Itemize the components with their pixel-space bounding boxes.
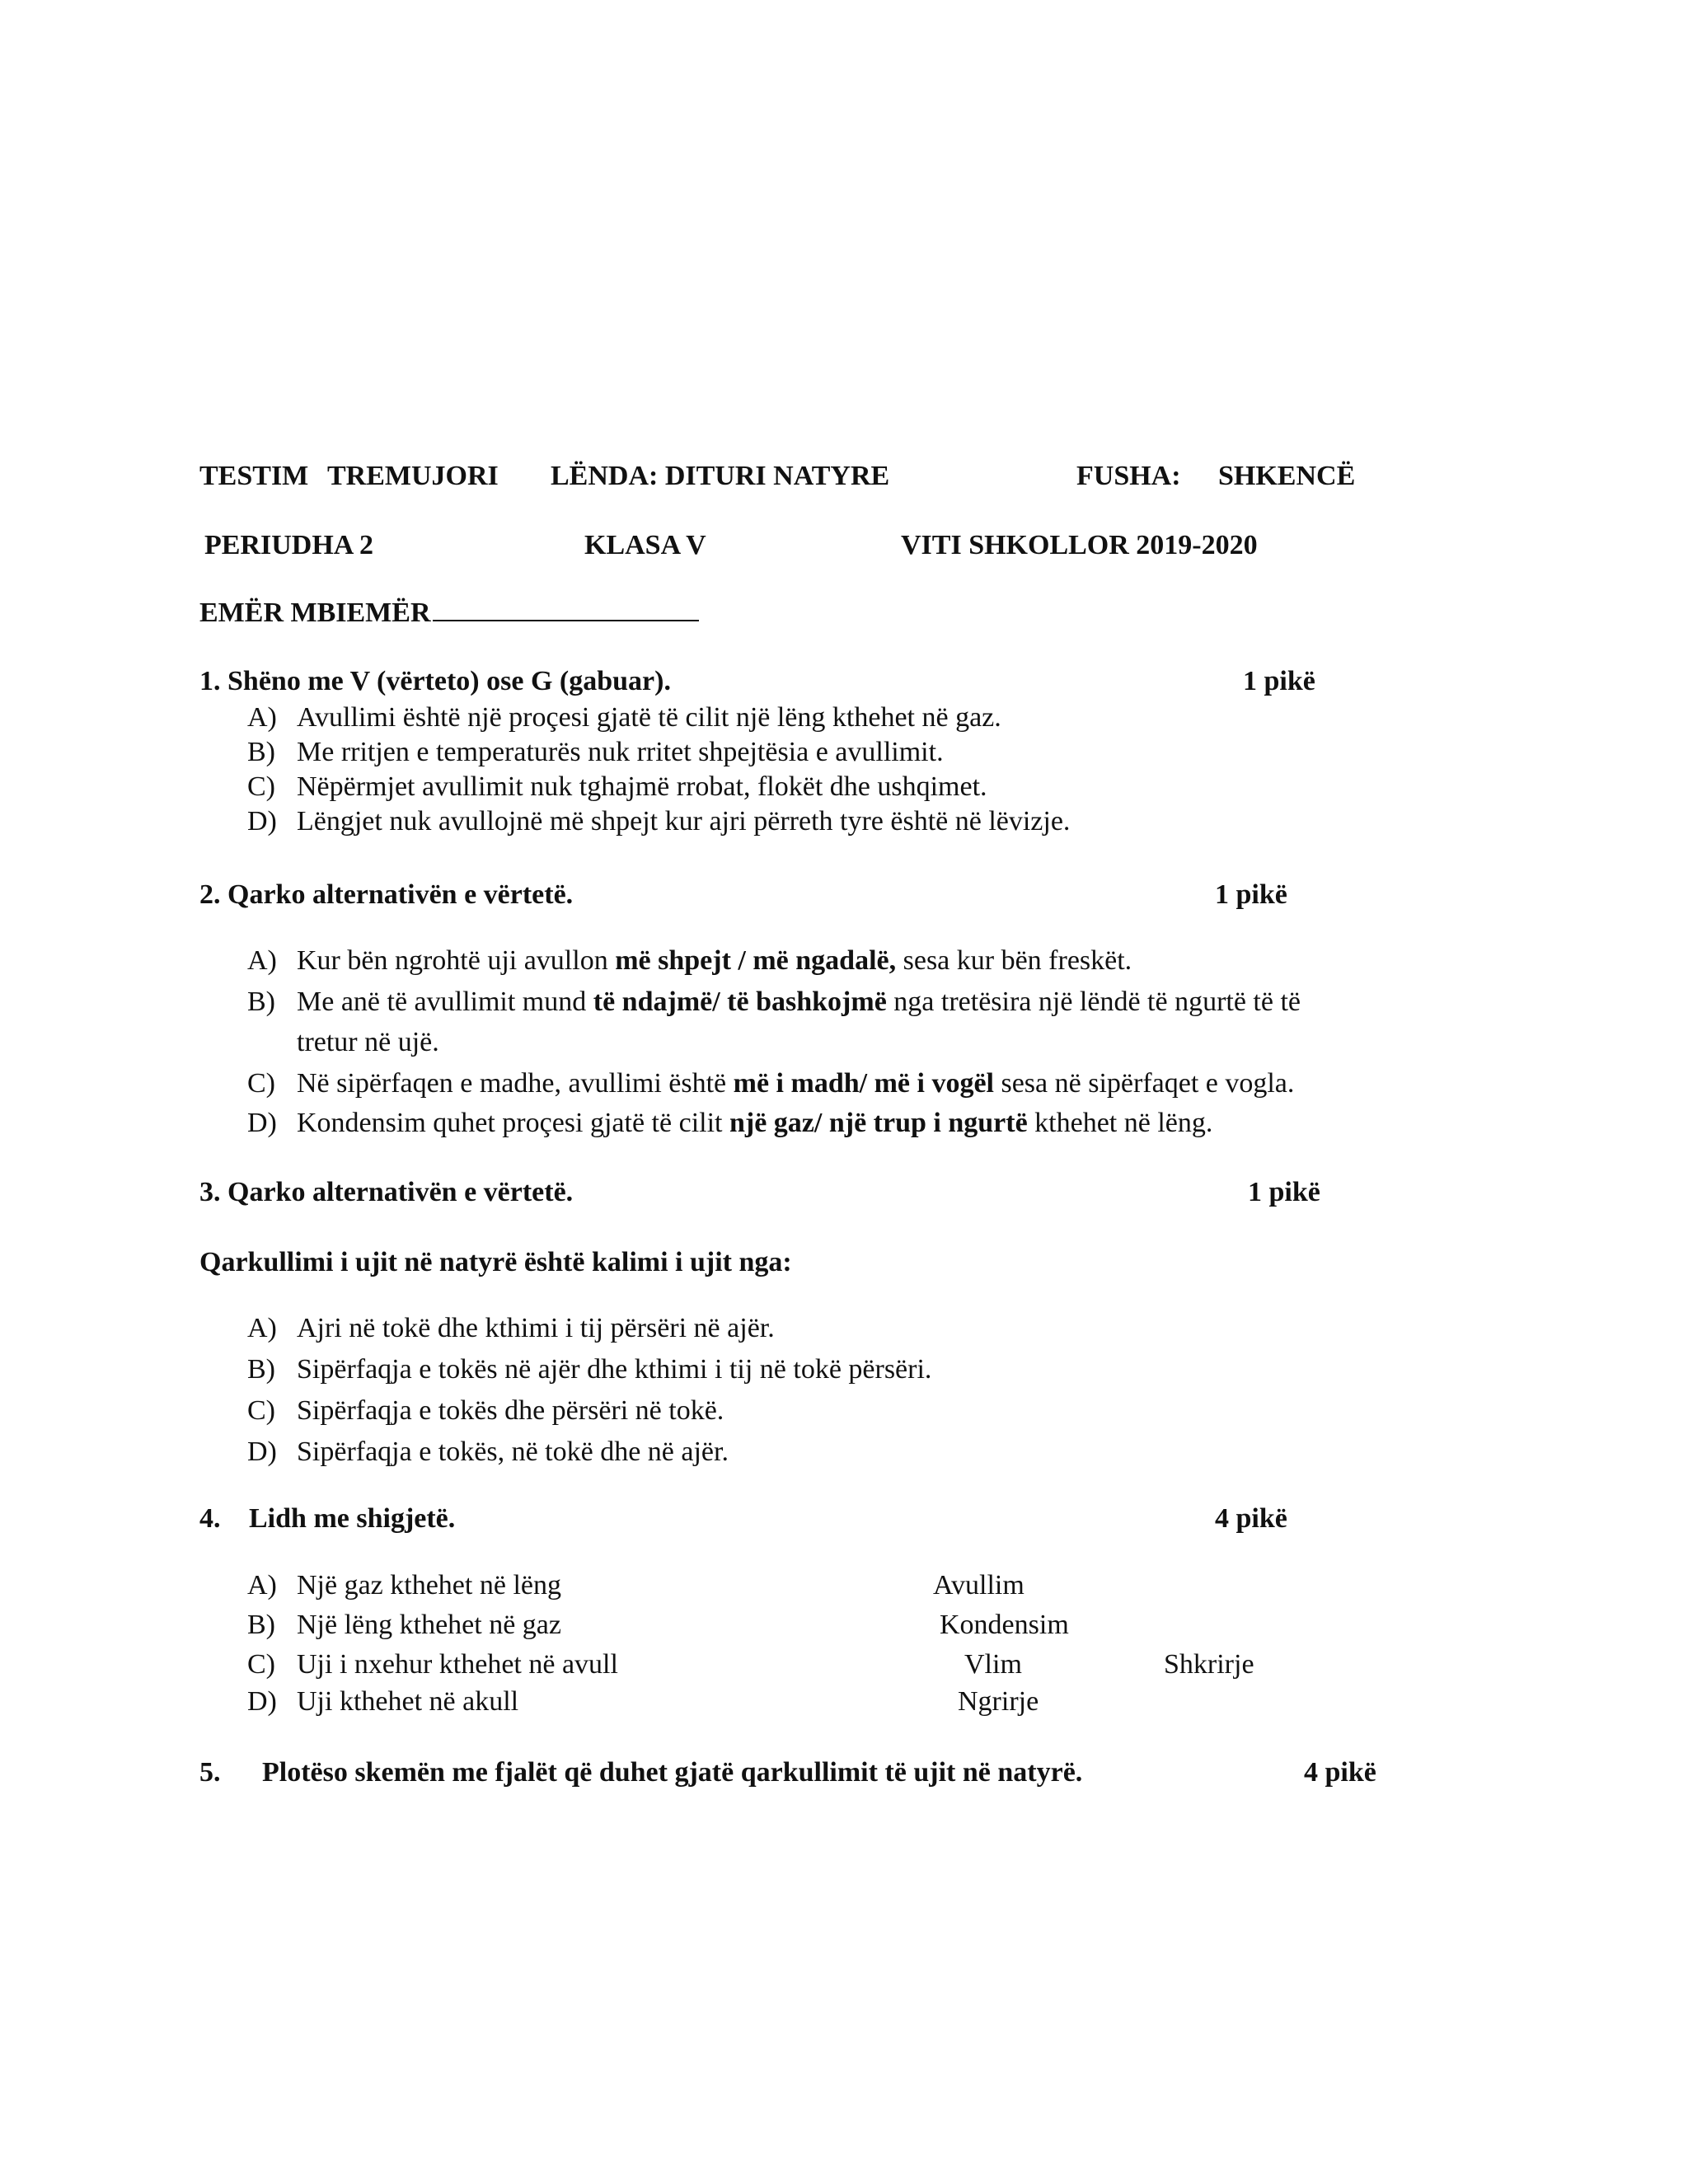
q2-item-c-options[interactable]: më i madh/ më i vogël (733, 1068, 994, 1099)
q3-item-c-text: Sipërfaqja e tokës dhe përsëri në tokë. (297, 1395, 724, 1426)
name-field[interactable] (199, 597, 699, 630)
q3-points: 1 pikë (1248, 1177, 1320, 1207)
q3-item-a-label[interactable]: A) (247, 1313, 277, 1343)
header-subject: LËNDA: DITURI NATYRE (551, 461, 890, 491)
header-period: PERIUDHA 2 (204, 530, 373, 560)
header-field-label: FUSHA: (1076, 461, 1181, 491)
header-class: KLASA V (584, 530, 706, 560)
q4-answer-avullim[interactable]: Avullim (933, 1570, 1025, 1601)
q1-item-b-text: Me rritjen e temperaturës nuk rritet shpejtësia e avullimit. (297, 737, 944, 767)
q4-answer-vlim[interactable]: Vlim (964, 1649, 1022, 1680)
q2-item-c-post: sesa në sipërfaqet e vogla. (993, 1068, 1295, 1099)
q4-item-a-label: A) (247, 1570, 277, 1601)
q2-item-b-text (297, 986, 1301, 1019)
q2-item-a-text (297, 944, 1132, 977)
q3-item-d-label[interactable]: D) (247, 1436, 277, 1467)
q1-item-d-text: Lëngjet nuk avullojnë më shpejt kur ajri përreth tyre është në lëvizje. (297, 806, 1071, 837)
q4-item-d-text[interactable]: Uji kthehet në akull (297, 1686, 519, 1717)
q2-item-a-options[interactable]: më shpejt / më ngadalë, (615, 945, 897, 976)
q1-points: 1 pikë (1243, 666, 1315, 696)
q1-item-c-label: C) (247, 771, 275, 802)
q1-title: 1. Shëno me V (vërteto) ose G (gabuar). (199, 666, 671, 696)
header-school-year: VITI SHKOLLOR 2019-2020 (901, 530, 1258, 560)
q5-points: 4 pikë (1304, 1757, 1376, 1788)
q2-item-a-pre: Kur bën ngrohtë uji avullon (297, 945, 616, 976)
q2-title: 2. Qarko alternativën e vërtetë. (199, 879, 574, 910)
q2-item-c-label: C) (247, 1068, 275, 1099)
q4-answer-shkrirje[interactable]: Shkrirje (1164, 1649, 1254, 1680)
q3-item-d-text: Sipërfaqja e tokës, në tokë dhe në ajër. (297, 1436, 729, 1467)
q4-item-c-label: C) (247, 1649, 275, 1680)
q5-title: Plotëso skemën me fjalët që duhet gjatë qarkullimit të ujit në natyrë. (262, 1757, 1083, 1788)
q3-item-b-text: Sipërfaqja e tokës në ajër dhe kthimi i tij në tokë përsëri. (297, 1354, 932, 1385)
q3-item-a-text: Ajri në tokë dhe kthimi i tij përsëri në ajër. (297, 1313, 775, 1343)
q2-item-a-label: A) (247, 945, 277, 976)
q1-item-a-text: Avullimi është një proçesi gjatë të cilit një lëng kthehet në gaz. (297, 702, 1001, 733)
q5-number: 5. (199, 1757, 221, 1788)
q2-item-c-text (297, 1067, 1294, 1100)
q2-item-b-options[interactable]: të ndajmë/ të bashkojmë (593, 987, 887, 1017)
q2-item-d-options[interactable]: një gaz/ një trup i ngurtë (729, 1108, 1028, 1138)
q4-points: 4 pikë (1215, 1503, 1287, 1534)
q1-item-c-text: Nëpërmjet avullimit nuk tghajmë rrobat, flokët dhe ushqimet. (297, 771, 987, 802)
q4-title: Lidh me shigjetë. (249, 1503, 456, 1534)
q4-item-d-label: D) (247, 1686, 277, 1717)
q4-item-a-text[interactable]: Një gaz kthehet në lëng (297, 1570, 561, 1601)
q2-item-d-post: kthehet në lëng. (1027, 1108, 1213, 1138)
q2-points: 1 pikë (1215, 879, 1287, 910)
q2-item-b-pre: Me anë të avullimit mund (297, 987, 593, 1017)
q2-item-b-post: nga tretësira një lëndë të ngurtë të të (886, 987, 1301, 1017)
q1-item-b-label: B) (247, 737, 275, 767)
q4-answer-kondensim[interactable]: Kondensim (940, 1610, 1069, 1640)
q4-number: 4. (199, 1503, 221, 1534)
q2-item-c-pre: Në sipërfaqen e madhe, avullimi është (297, 1068, 734, 1099)
q3-title: 3. Qarko alternativën e vërtetë. (199, 1177, 574, 1207)
q2-item-b-label: B) (247, 987, 275, 1017)
q2-item-a-post: sesa kur bën freskët. (896, 945, 1132, 976)
q2-item-d-label: D) (247, 1108, 277, 1138)
q1-item-a-label: A) (247, 702, 277, 733)
q1-item-d-label: D) (247, 806, 277, 837)
q4-answer-ngrirje[interactable]: Ngrirje (958, 1686, 1039, 1717)
q2-item-b-continuation: tretur në ujë. (297, 1027, 439, 1057)
header-period-type: TREMUJORI (327, 461, 499, 491)
q4-item-c-text[interactable]: Uji i nxehur kthehet në avull (297, 1649, 618, 1680)
q3-item-c-label[interactable]: C) (247, 1395, 275, 1426)
header-field-value: SHKENCË (1218, 461, 1356, 491)
q3-stem: Qarkullimi i ujit në natyrë është kalimi i ujit nga: (199, 1247, 792, 1277)
name-label: EMËR MBIEMËR (199, 598, 431, 628)
q4-item-b-text[interactable]: Një lëng kthehet në gaz (297, 1610, 561, 1640)
q3-item-b-label[interactable]: B) (247, 1354, 275, 1385)
q2-item-d-text (297, 1107, 1212, 1140)
header-test: TESTIM (199, 461, 309, 491)
q2-item-d-pre: Kondensim quhet proçesi gjatë të cilit (297, 1108, 729, 1138)
q4-item-b-label: B) (247, 1610, 275, 1640)
name-blank-line[interactable] (433, 597, 699, 621)
